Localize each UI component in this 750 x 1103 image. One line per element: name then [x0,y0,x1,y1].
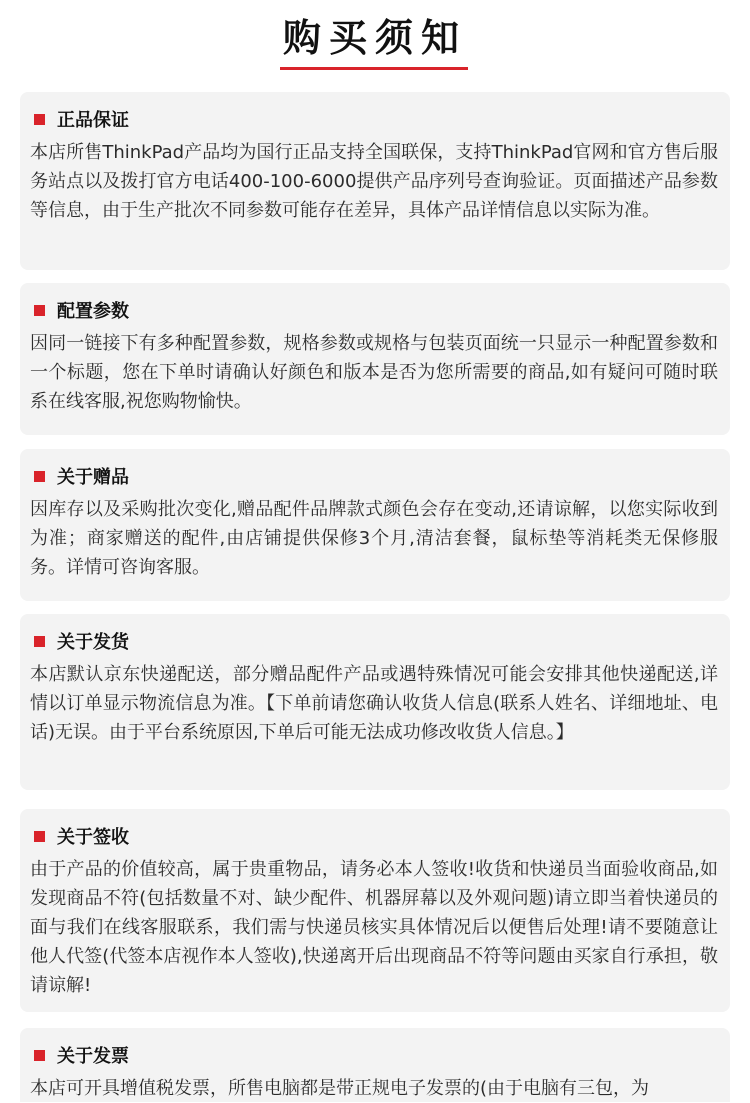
section-shipping [20,614,730,790]
section-body: 本店所售ThinkPad产品均为国行正品支持全国联保，支持ThinkPad官网和官方售后服务站点以及拨打官方电话400-100-6000提供产品序列号查询验证。页面描述产品参数等信息，由于生产批次不同参数可能存在差异，具体产品详情信息以实际为准。 [30,142,718,221]
section-title: 正品保证 [57,110,129,131]
page-title: 购买须知 [282,16,467,60]
section-header [30,628,718,654]
section-header [30,823,718,849]
section-genuine-guarantee [20,92,730,270]
section-title: 关于发货 [57,632,129,653]
section-title: 关于赠品 [57,467,129,488]
red-square-icon [34,305,45,316]
red-square-icon [34,114,45,125]
section-gifts [20,449,730,601]
section-configuration [20,283,730,435]
red-square-icon [34,471,45,482]
title-underline [280,67,468,70]
red-square-icon [34,636,45,647]
section-body: 因同一链接下有多种配置参数，规格参数或规格与包装页面统一只显示一种配置参数和一个标题，您在下单时请确认好颜色和版本是否为您所需要的商品,如有疑问可随时联系在线客服,祝您购物愉快。 [30,333,718,412]
section-invoice [20,1028,730,1102]
red-square-icon [34,831,45,842]
section-header [30,106,718,132]
section-header [30,1042,718,1068]
section-title: 关于签收 [57,827,129,848]
red-square-icon [34,1050,45,1061]
section-title: 配置参数 [57,301,129,322]
section-title: 关于发票 [57,1046,129,1067]
section-body: 本店默认京东快递配送，部分赠品配件产品或遇特殊情况可能会安排其他快递配送,详情以订单显示物流信息为准。【下单前请您确认收货人信息(联系人姓名、详细地址、电话)无误。由于平台系统原因,下单后可能无法成功修改收货人信息。】 [30,664,718,743]
section-header [30,297,718,323]
section-body: 本店可开具增值税发票，所售电脑都是带正规电子发票的(由于电脑有三包，为 [30,1078,650,1099]
section-body: 由于产品的价值较高，属于贵重物品，请务必本人签收!收货和快递员当面验收商品,如发现商品不符(包括数量不对、缺少配件、机器屏幕以及外观问题)请立即当着快递员的面与我们在线客服联系，我们需与快递员核实具体情况后以便售后处理!请不要随意让他人代签(代签本店视作本人签收),快递离开后出现商品不符等问题由买家自行承担，敬请谅解! [30,859,718,996]
page-header [0,0,750,88]
section-header [30,463,718,489]
section-receipt [20,809,730,1012]
section-body: 因库存以及采购批次变化,赠品配件品牌款式颜色会存在变动,还请谅解，以您实际收到为准；商家赠送的配件,由店铺提供保修3个月,清洁套餐，鼠标垫等消耗类无保修服务。详情可咨询客服。 [30,499,718,578]
